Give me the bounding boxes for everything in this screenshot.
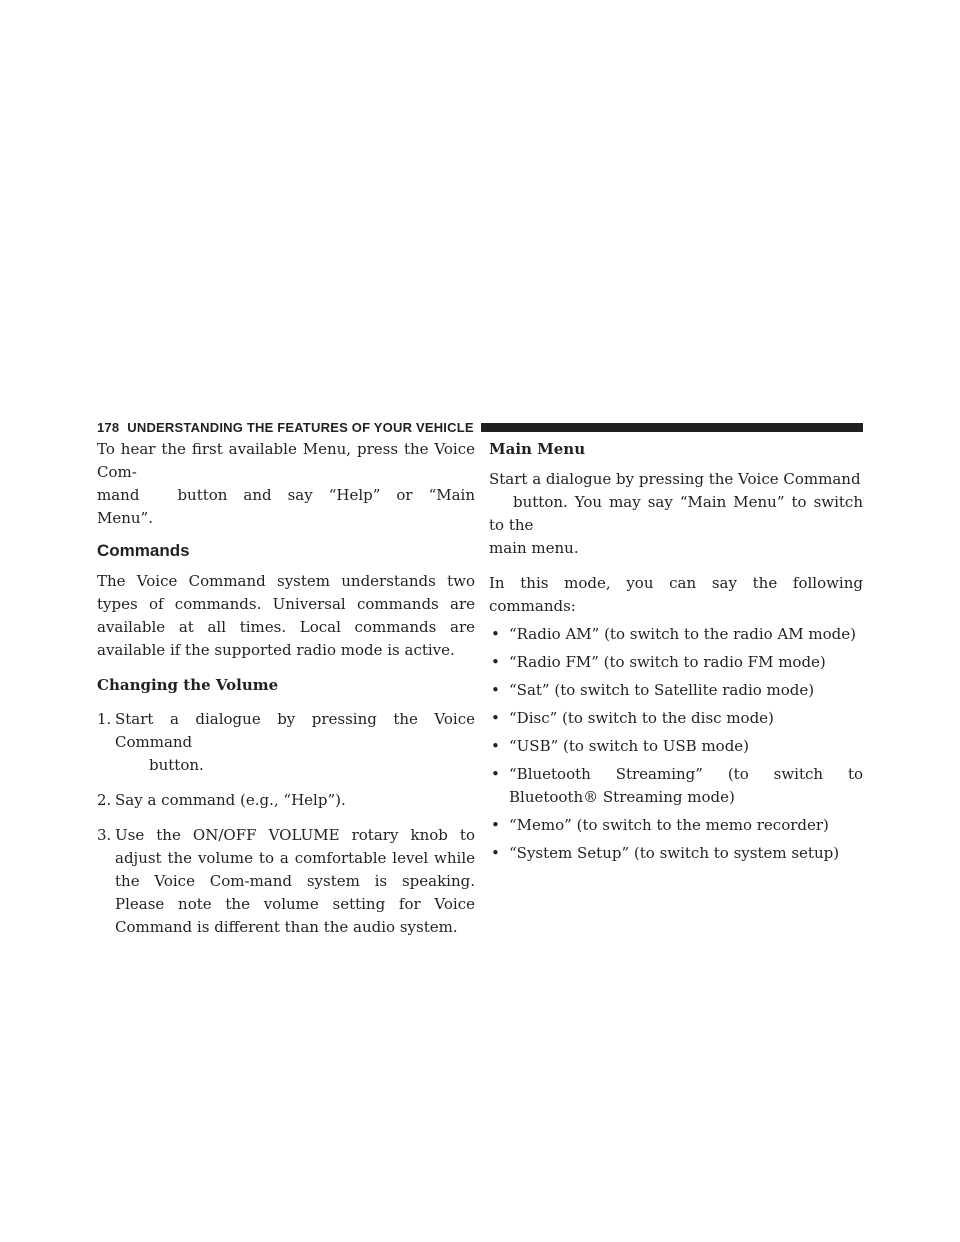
list-item: [489, 707, 863, 730]
main-menu-line-3: main menu.: [489, 539, 579, 557]
step-number: 1.: [97, 710, 112, 728]
bullet-mark: •: [491, 737, 500, 755]
list-item-text: “Sat” (to switch to Satellite radio mode): [509, 681, 815, 699]
header-rule: [481, 423, 863, 432]
main-menu-line-1: Start a dialogue by pressing the Voice Command: [489, 470, 861, 488]
step-text: [115, 708, 475, 777]
left-column: [97, 438, 475, 951]
main-menu-heading: Main Menu: [489, 440, 586, 458]
list-item-text: “Bluetooth Streaming” (to switch to Bluetooth® Streaming mode): [509, 765, 863, 806]
page-number: 178: [97, 419, 120, 435]
list-item: [489, 842, 863, 865]
list-item-text: “Memo” (to switch to the memo recorder): [509, 816, 829, 834]
step-number: 2.: [97, 791, 112, 809]
step-text: Say a command (e.g., “Help”).: [115, 791, 346, 809]
step-text-line2: button.: [149, 756, 204, 774]
step-item: [97, 708, 475, 777]
step-number: 3.: [97, 826, 112, 844]
intro-line-2a: mand: [97, 486, 140, 504]
intro-paragraph: [97, 438, 475, 530]
main-menu-paragraph: [489, 468, 863, 560]
bullet-mark: •: [491, 709, 500, 727]
commands-paragraph: The Voice Command system understands two types of commands. Universal commands are available at all times. Local commands are available if the supported radio mode is active.: [97, 572, 475, 659]
bullet-mark: •: [491, 816, 500, 834]
step-text: Use the ON/OFF VOLUME rotary knob to adjust the volume to a comfortable level while the Voice Com-mand system is speaking. Please note the volume setting for Voice Command is different than the audio system.: [115, 826, 475, 936]
list-item: [489, 735, 863, 758]
mode-paragraph: In this mode, you can say the following commands:: [489, 574, 863, 615]
bullet-mark: •: [491, 653, 500, 671]
list-item: [489, 814, 863, 837]
intro-line-1: To hear the first available Menu, press the Voice Com-: [97, 440, 475, 481]
intro-line-2b: button and say “Help” or “Main Menu”.: [97, 486, 475, 527]
list-item-text: “System Setup” (to switch to system setup): [509, 844, 840, 862]
page-header: [97, 417, 863, 437]
list-item-text: “Disc” (to switch to the disc mode): [509, 709, 774, 727]
list-item-text: “Radio FM” (to switch to radio FM mode): [509, 653, 826, 671]
commands-heading: Commands: [97, 541, 190, 560]
step-item: [97, 789, 475, 812]
bullet-mark: •: [491, 625, 500, 643]
list-item-text: “Radio AM” (to switch to the radio AM mode): [509, 625, 856, 643]
list-item: [489, 623, 863, 646]
list-item: [489, 651, 863, 674]
bullet-mark: •: [491, 681, 500, 699]
step-item: [97, 824, 475, 939]
bullet-mark: •: [491, 765, 500, 783]
bullet-mark: •: [491, 844, 500, 862]
right-column: [489, 438, 863, 870]
section-title: UNDERSTANDING THE FEATURES OF YOUR VEHICLE: [127, 419, 474, 435]
list-item: [489, 763, 863, 809]
main-menu-line-2: button. You may say “Main Menu” to switch to the: [489, 493, 863, 534]
step-text-line1: Start a dialogue by pressing the Voice Command: [115, 710, 475, 751]
list-item: [489, 679, 863, 702]
volume-heading: Changing the Volume: [97, 676, 279, 694]
list-item-text: “USB” (to switch to USB mode): [509, 737, 750, 755]
